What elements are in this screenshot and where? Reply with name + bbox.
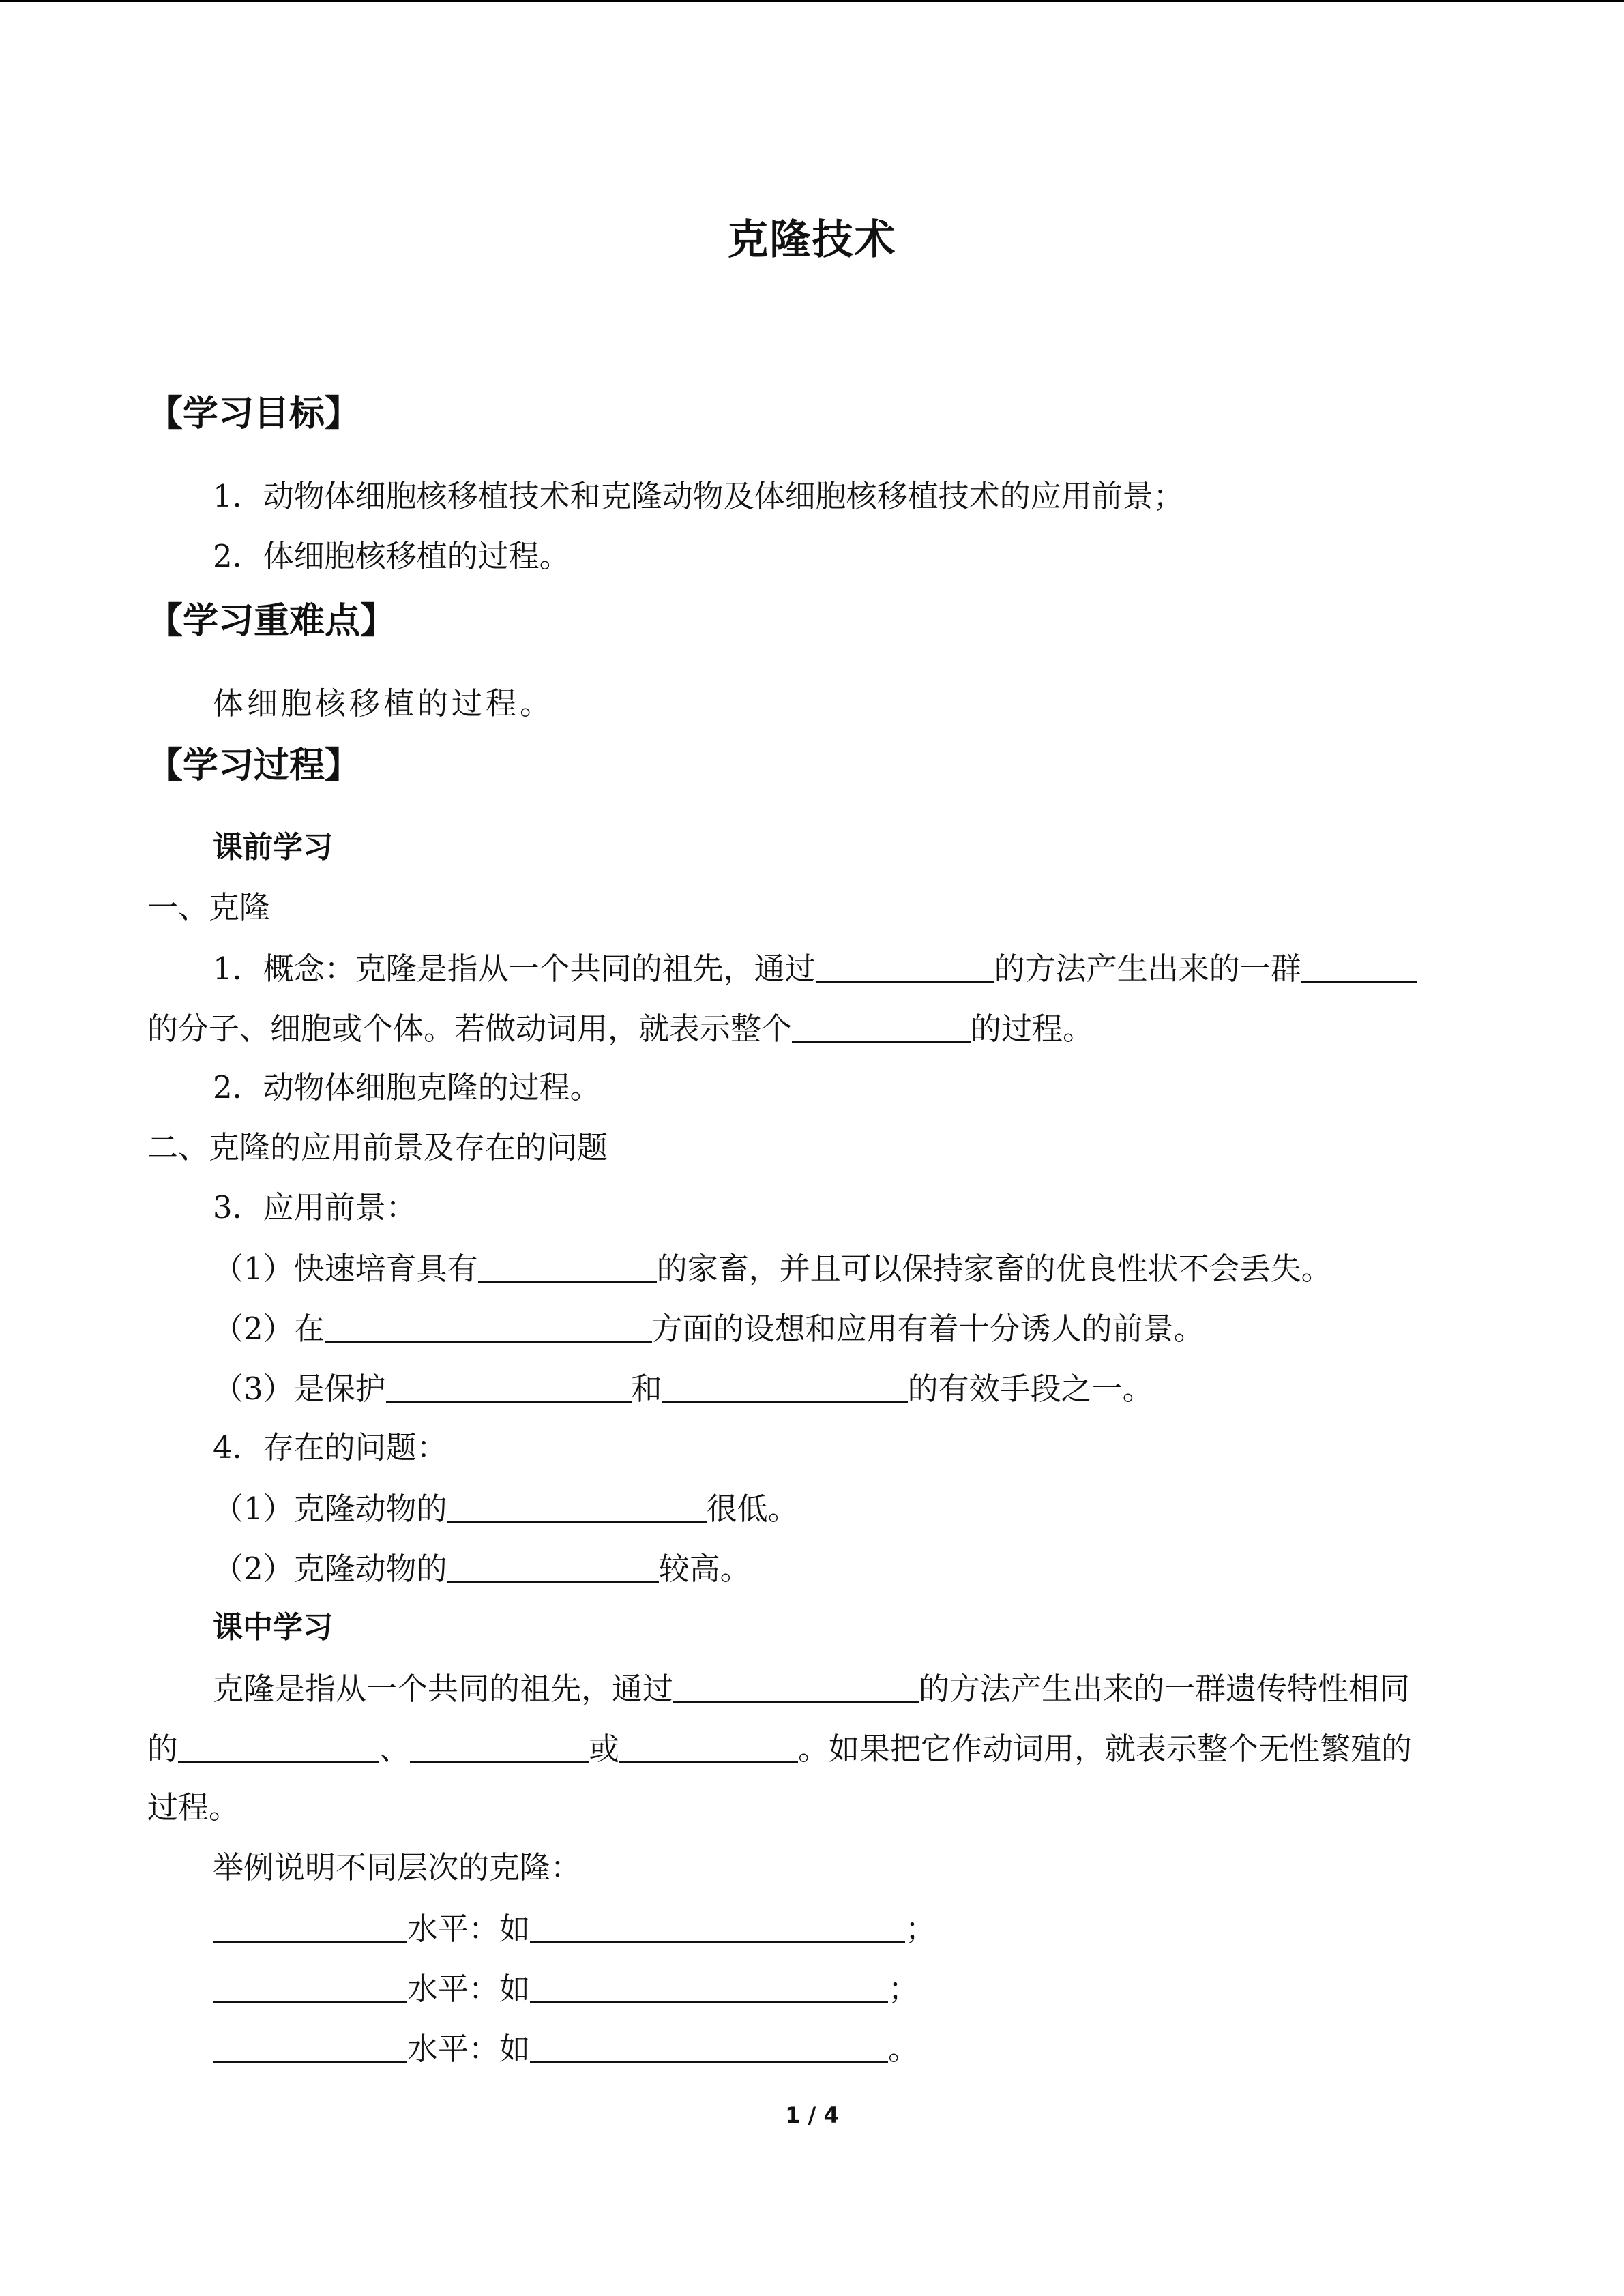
goal-item-2: 2．体细胞核移植的过程。 [213, 538, 570, 574]
page-number: 1 / 4 [785, 2102, 839, 2128]
row-end-punctuation: 。 [888, 2031, 919, 2067]
in-class-text-b: 的方法产生出来的一群遗传特性相同 [919, 1671, 1411, 1707]
section-heading-key-points: 【学习重难点】 [147, 601, 396, 642]
in-class-text-c: 的 [147, 1731, 179, 1767]
fill-blank[interactable] [530, 2027, 888, 2063]
fill-blank[interactable] [530, 1967, 888, 2003]
fill-blank[interactable] [213, 1967, 407, 2003]
fill-blank[interactable] [213, 1907, 407, 1943]
part1-title: 一、克隆 [147, 889, 271, 925]
question-1-line-2 [147, 1007, 1093, 1049]
question-4-1-text-a: （1）克隆动物的 [213, 1491, 447, 1527]
part2-title: 二、克隆的应用前景及存在的问题 [147, 1129, 608, 1165]
goal-item-1: 1．动物体细胞核移植技术和克隆动物及体细胞核移植技术的应用前景； [213, 478, 1184, 514]
question-1-text-d: 的过程。 [971, 1011, 1094, 1047]
row-end-punctuation: ； [888, 1971, 919, 2007]
question-3-3-text-c: 的有效手段之一。 [907, 1371, 1153, 1407]
section-heading-process: 【学习过程】 [147, 745, 361, 786]
fill-blank[interactable] [816, 947, 994, 983]
fill-blank[interactable] [478, 1247, 657, 1283]
document-title: 克隆技术 [727, 216, 897, 264]
question-3-2-text-b: 方面的设想和应用有着十分诱人的前景。 [651, 1311, 1205, 1347]
key-point-text: 体细胞核移植的过程。 [213, 685, 555, 721]
question-4-2-text-a: （2）克隆动物的 [213, 1551, 447, 1587]
in-class-heading: 课中学习 [213, 1610, 333, 1645]
in-class-text-e: 或 [589, 1731, 620, 1767]
row-end-punctuation: ； [905, 1911, 936, 1947]
question-3-3-text-b: 和 [631, 1371, 662, 1407]
fill-blank[interactable] [213, 2027, 407, 2063]
question-1-text-c: 的分子、细胞或个体。若做动词用，就表示整个 [147, 1011, 793, 1047]
fill-blank[interactable] [325, 1307, 652, 1343]
fill-blank[interactable] [530, 1907, 905, 1943]
question-3-1-text-a: （1）快速培育具有 [213, 1251, 478, 1287]
section-heading-goals: 【学习目标】 [147, 393, 361, 434]
level-label: 水平：如 [407, 1911, 531, 1947]
question-3-2-text-a: （2）在 [213, 1311, 325, 1347]
question-1-text-b: 的方法产生出来的一群 [994, 951, 1301, 987]
question-3-item-3 [213, 1367, 1153, 1410]
question-4-item-2 [213, 1547, 751, 1590]
in-class-paragraph-line-1 [213, 1667, 1410, 1710]
fill-blank[interactable] [662, 1367, 908, 1403]
question-1-line-1 [213, 947, 1417, 989]
pre-class-heading: 课前学习 [213, 830, 333, 865]
fill-blank[interactable] [673, 1667, 919, 1703]
fill-blank[interactable] [178, 1727, 379, 1763]
level-label: 水平：如 [407, 1971, 531, 2007]
question-4: 4．存在的问题： [213, 1429, 447, 1465]
question-4-item-1 [213, 1487, 799, 1530]
fill-blank[interactable] [1301, 947, 1417, 983]
question-3-item-1 [213, 1247, 1332, 1289]
fill-blank[interactable] [619, 1727, 798, 1763]
example-prompt: 举例说明不同层次的克隆： [213, 1849, 582, 1885]
question-2: 2．动物体细胞克隆的过程。 [213, 1069, 601, 1105]
fill-blank[interactable] [447, 1487, 707, 1523]
clone-level-row-2 [213, 1967, 919, 2010]
in-class-paragraph-line-2 [147, 1727, 1412, 1770]
in-class-paragraph-line-3: 过程。 [147, 1789, 240, 1825]
in-class-text-f: 。如果把它作动词用，就表示整个无性繁殖的 [798, 1731, 1413, 1767]
clone-level-row-1 [213, 1907, 936, 1950]
fill-blank[interactable] [410, 1727, 589, 1763]
in-class-text-a: 克隆是指从一个共同的祖先，通过 [213, 1671, 674, 1707]
question-3-3-text-a: （3）是保护 [213, 1371, 386, 1407]
question-3: 3．应用前景： [213, 1189, 417, 1225]
question-1-text-a: 1．概念：克隆是指从一个共同的祖先，通过 [213, 951, 816, 987]
question-3-1-text-b: 的家畜，并且可以保持家畜的优良性状不会丢失。 [656, 1251, 1332, 1287]
question-4-2-text-b: 较高。 [658, 1551, 751, 1587]
fill-blank[interactable] [386, 1367, 632, 1403]
fill-blank[interactable] [447, 1547, 659, 1583]
level-label: 水平：如 [407, 2031, 531, 2067]
question-3-item-2 [213, 1307, 1205, 1350]
question-4-1-text-b: 很低。 [706, 1491, 799, 1527]
fill-blank[interactable] [792, 1007, 971, 1043]
in-class-text-d: 、 [379, 1731, 411, 1767]
clone-level-row-3 [213, 2027, 919, 2070]
